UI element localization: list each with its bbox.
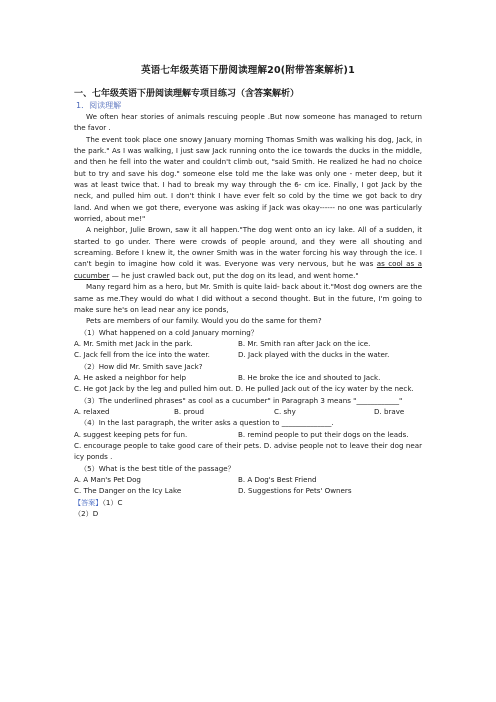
question-4-options-row-1: A. suggest keeping pets for fun. B. remind people to put their dogs on the leads.: [74, 429, 409, 439]
answer-label: 【答案】: [74, 497, 103, 507]
question-5-options-row-2: C. The Danger on the Icy Lake D. Suggestions for Pets' Owners: [74, 486, 352, 496]
passage-paragraph-4: Many regard him as a hero, but Mr. Smith is quite laid- back about it."Most dog owners are the same as me.They would do what I did without a second thought. But in the future, I'm going to make sure he's on lead near any ice ponds,: [74, 282, 422, 314]
question-2-stem: （2）How did Mr. Smith save Jack?: [80, 361, 203, 371]
question-1-options-row-1: A. Mr. Smith met Jack in the park. B. Mr. Smith ran after Jack on the ice.: [74, 338, 371, 348]
document-title: 英语七年级英语下册阅读理解20(附带答案解析)1: [141, 65, 355, 76]
question-4-stem: （4）In the last paragraph, the writer asks a question to ______________.: [80, 418, 334, 428]
passage-body: [74, 111, 422, 519]
passage-paragraph-1: We often hear stories of animals rescuing people .But now someone has managed to return the favor .: [74, 112, 422, 133]
question-number: 1．阅读理解: [76, 101, 122, 110]
question-2-options-row-1: A. He asked a neighbor for help B. He broke the ice and shouted to Jack.: [74, 372, 381, 382]
question-1-stem: （1）What happened on a cold January morning？: [80, 327, 258, 337]
question-5-stem: （5）What is the best title of the passage？: [80, 463, 235, 473]
passage-paragraph-2: The event took place one snowy January morning Thomas Smith was walking his dog, Jack, in the park." As I was walking, I just saw Jack running onto the ice towards the ducks in the middle, and then he fell into the water and couldn't climb out, "said Smith. He realized he had no choice but to try and save his dog." someone else told me the lake was only one - meter deep, but it was at least twice that. I had to break my way through the 6- cm ice. Finally, I got Jack by the neck, and pulled him out. I don't think I have ever felt so cold by the time we got back to dry land. And when we got there, everyone was asking if Jack was okay------ no one was particularly worried, about me!": [74, 134, 422, 224]
answer-line-1: 【答案】（1）C: [74, 497, 123, 507]
answer-line-2: （2）D: [74, 509, 99, 519]
section-heading: 一、七年级英语下册阅读理解专项目练习（含答案解析）: [74, 89, 300, 99]
question-3-options: A. relaxed B. proud C. shy D. brave: [74, 406, 405, 416]
question-4-options-row-2: C. encourage people to take good care of their pets. D. advise people not to leave their dog near icy ponds .: [74, 440, 422, 462]
question-3-stem: （3）The underlined phrases" as cool as a cucumber" in Paragraph 3 means "____________": [80, 395, 403, 405]
underlined-phrase: as cool as a cucumber: [74, 259, 422, 280]
question-5-options-row-1: A. A Man's Pet Dog B. A Dog's Best Friend: [74, 475, 317, 484]
question-2-options-row-2: C. He got Jack by the leg and pulled him out. D. He pulled Jack out of the icy water by the neck.: [74, 384, 414, 394]
passage-paragraph-3: A neighbor, Julie Brown, saw it all happen."The dog went onto an icy lake. All of a sudden, it started to go under. There were crowds of people around, and they were all shouting and screaming. Before I knew it, the owner Smith was in the water forcing his way through the ice. I can't begin to imagine how cold it was. Everyone was very nervous, but he was as cool as a cucumber — he just crawled back out, put the dog on its lead, and went home.": [74, 225, 422, 280]
passage-paragraph-5: Pets are members of our family. Would you do the same for them?: [86, 316, 322, 326]
question-1-options-row-2: C. Jack fell from the ice into the water. D. Jack played with the ducks in the water.: [74, 350, 390, 360]
